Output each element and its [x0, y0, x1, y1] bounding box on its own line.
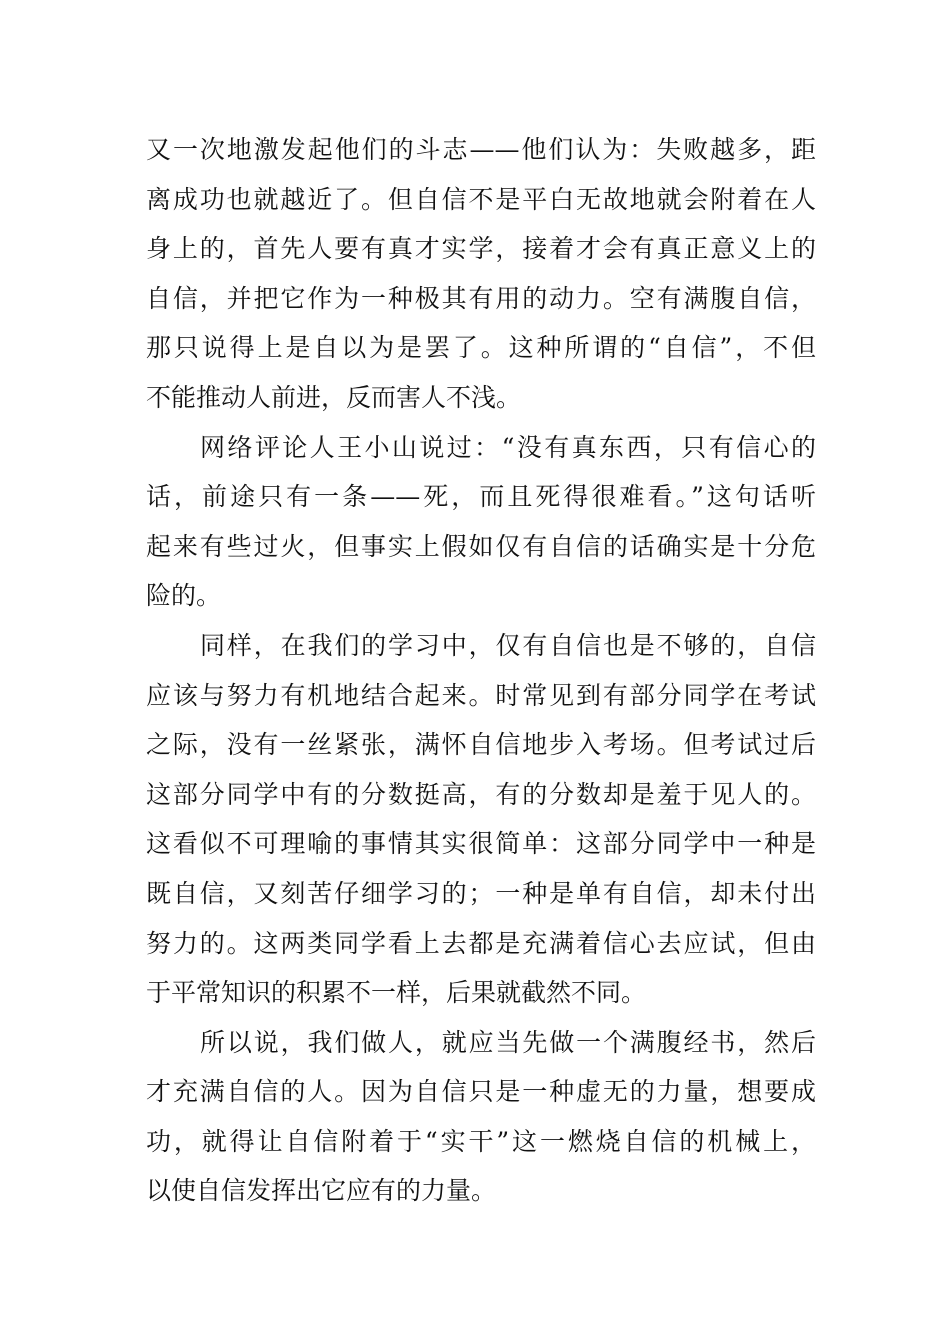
text-line — [146, 571, 816, 621]
paragraph-first-line — [146, 621, 816, 671]
document-body — [146, 125, 816, 1216]
text-line — [146, 720, 816, 770]
text-line — [146, 819, 816, 869]
text-line — [146, 125, 816, 175]
text-line — [146, 175, 816, 225]
line-text: 又一次地激发起他们的斗志——他们认为：失败越多，距 — [146, 135, 816, 164]
text-line — [146, 373, 816, 423]
paragraph-first-line — [146, 1018, 816, 1068]
text-line — [146, 671, 816, 721]
line-text: 这部分同学中有的分数挺高，有的分数却是羞于见人的。 — [146, 779, 816, 809]
text-line — [146, 1117, 816, 1167]
line-text: 这看似不可理喻的事情其实很简单：这部分同学中一种是 — [146, 829, 816, 859]
text-line — [146, 919, 816, 969]
line-text: 离成功也就越近了。但自信不是平白无故地就会附着在人 — [146, 184, 816, 214]
line-text: 自信，并把它作为一种极其有用的动力。空有满腹自信， — [146, 283, 816, 313]
text-line — [146, 224, 816, 274]
text-line — [146, 274, 816, 324]
line-text: 努力的。这两类同学看上去都是充满着信心去应试，但由 — [146, 928, 816, 958]
paragraph-first-line — [146, 423, 816, 473]
line-text: 身上的，首先人要有真才实学，接着才会有真正意义上的 — [146, 234, 816, 264]
text-line — [146, 323, 816, 373]
text-line — [146, 522, 816, 572]
line-text: 话，前途只有一条——死，而且死得很难看。”这句话听 — [146, 482, 816, 512]
text-line — [146, 770, 816, 820]
line-text: 那只说得上是自以为是罢了。这种所谓的“自信”，不但 — [146, 333, 816, 363]
line-text: 所以说，我们做人，就应当先做一个满腹经书，然后 — [200, 1027, 816, 1057]
line-text: 于平常知识的积累不一样，后果就截然不同。 — [146, 978, 647, 1008]
text-line — [146, 472, 816, 522]
line-text: 网络评论人王小山说过：“没有真东西，只有信心的 — [200, 432, 816, 462]
text-line — [146, 869, 816, 919]
line-text: 起来有些过火，但事实上假如仅有自信的话确实是十分危 — [146, 531, 816, 561]
line-text: 既自信，又刻苦仔细学习的；一种是单有自信，却未付出 — [146, 878, 816, 908]
text-line — [146, 968, 816, 1018]
line-text: 应该与努力有机地结合起来。时常见到有部分同学在考试 — [146, 680, 816, 710]
line-text: 不能推动人前进，反而害人不浅。 — [146, 382, 522, 412]
line-text: 同样，在我们的学习中，仅有自信也是不够的，自信 — [200, 630, 816, 660]
text-line — [146, 1166, 816, 1216]
line-text: 险的。 — [146, 581, 222, 611]
line-text: 功，就得让自信附着于“实干”这一燃烧自信的机械上， — [146, 1126, 816, 1156]
text-line — [146, 1067, 816, 1117]
line-text: 以使自信发挥出它应有的力量。 — [146, 1176, 497, 1206]
line-text: 才充满自信的人。因为自信只是一种虚无的力量，想要成 — [146, 1077, 816, 1107]
line-text: 之际，没有一丝紧张，满怀自信地步入考场。但考试过后 — [146, 730, 816, 760]
